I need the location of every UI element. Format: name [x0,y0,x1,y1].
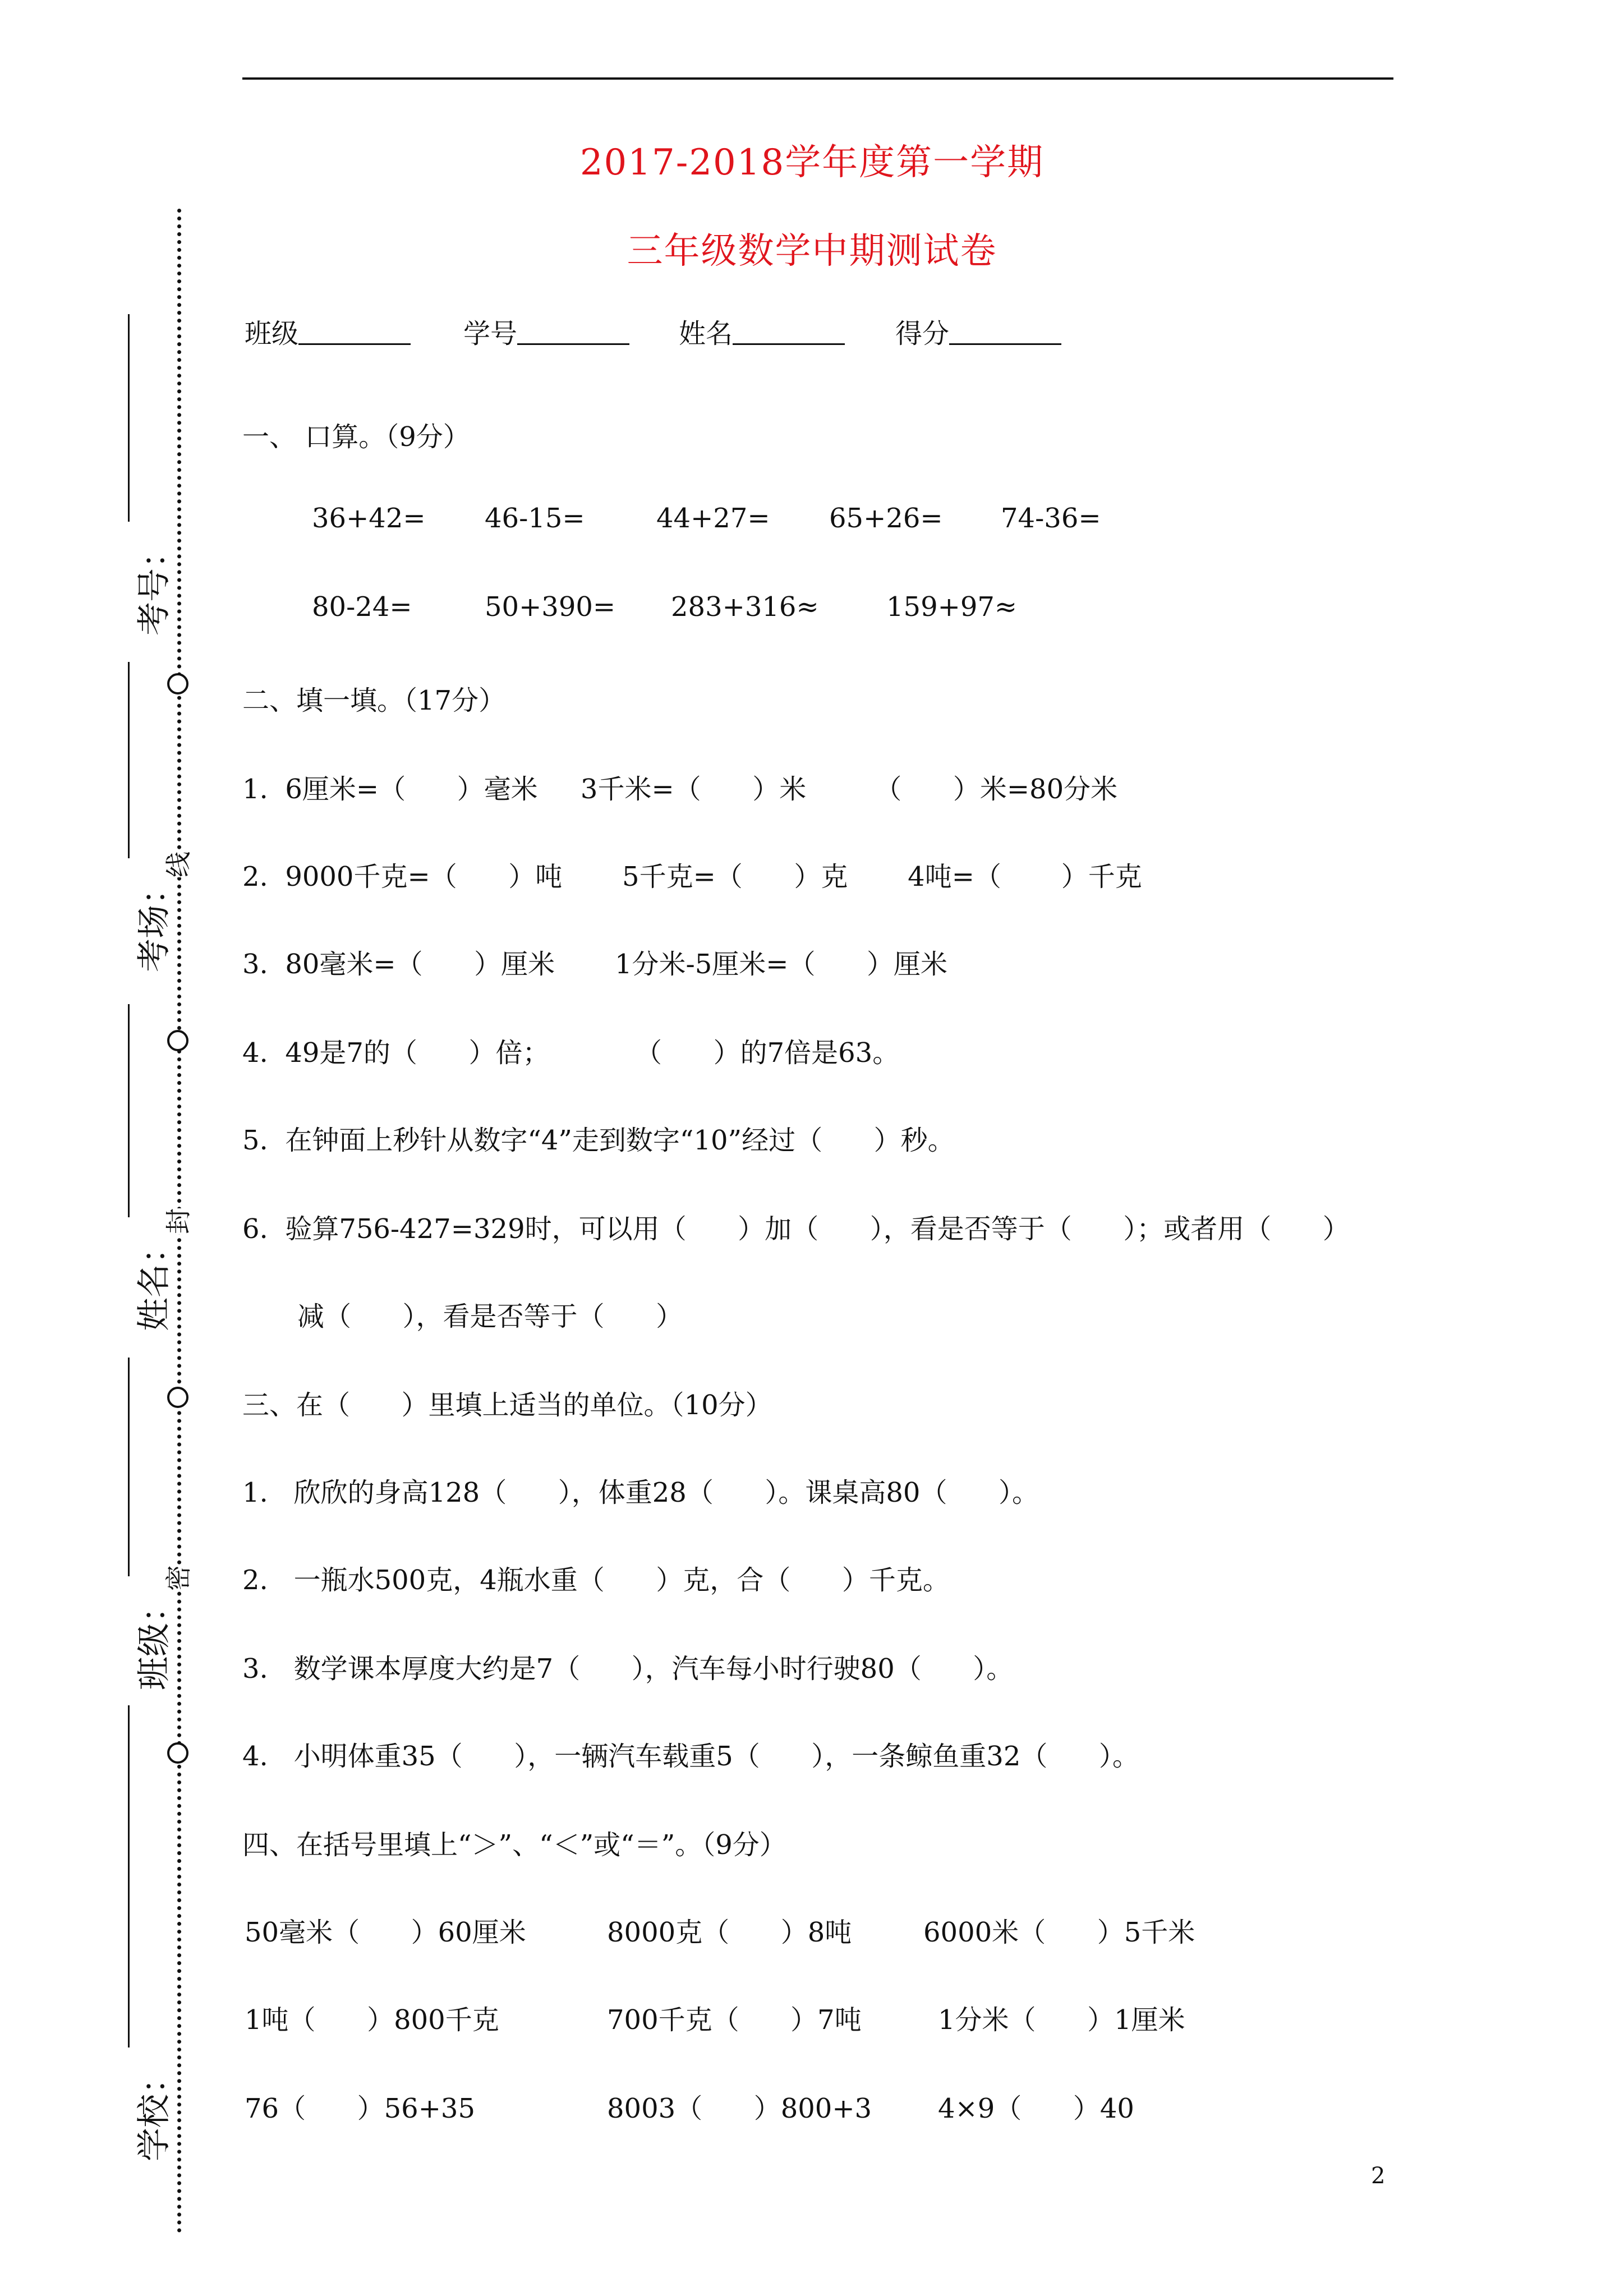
mental-math-item: 44+27= [656,503,770,534]
section2-heading: 二、填一填。（17分） [242,685,506,716]
compare-item: 6000米（ ）5千米 [923,1917,1195,1948]
fill-item: 4. 49是7的（ ）倍； （ ）的7倍是63。 [242,1037,900,1069]
blank-line-vertical [128,1358,130,1576]
margin-label-class: 班级： [135,1589,174,1690]
info-field-name[interactable] [679,312,845,351]
blank-line-vertical [128,314,130,522]
mental-math-item: 74-36= [1001,503,1101,534]
mental-math-item: 159+97≈ [886,591,1018,623]
section4-heading: 四、在括号里填上“＞”、“＜”或“＝”。（9分） [242,1829,786,1861]
compare-item: 700千克（ ）7吨 [607,2004,862,2036]
info-field-student-no[interactable] [463,312,629,351]
compare-item: 1吨（ ）800千克 [245,2004,499,2036]
compare-item: 1分米（ ）1厘米 [938,2004,1185,2036]
mental-math-item: 36+42= [312,503,426,534]
seal-char-seal: 封 [158,1208,195,1234]
compare-item: 76（ ）56+35 [245,2093,476,2124]
fill-item: 5. 在钟面上秒针从数字“4”走到数字“10”经过（ ）秒。 [242,1125,955,1156]
margin-label-name: 姓名： [135,1230,174,1331]
circle-ring-icon [167,673,188,694]
margin-label-exam-room: 考场： [135,871,174,972]
unit-item: 3. 数学课本厚度大约是7（ ），汽车每小时行驶80（ ）。 [242,1653,1014,1685]
fill-item: 3. 80毫米=（ ）厘米 1分米-5厘米=（ ）厘米 [242,949,948,980]
info-field-label: 得分 [895,318,950,349]
top-rule [242,77,1393,80]
info-field-class[interactable] [245,312,411,351]
blank-line [298,321,411,345]
blank-line-vertical [128,1004,130,1217]
unit-item: 1. 欣欣的身高128（ ），体重28（ ）。课桌高80（ ）。 [242,1477,1039,1508]
seal-char-secret: 密 [158,1565,195,1591]
blank-line [949,321,1061,345]
blank-line [733,321,845,345]
seal-char-line: 线 [158,852,195,877]
exam-title-subject: 三年级数学中期测试卷 [627,231,997,272]
unit-item: 2. 一瓶水500克，4瓶水重（ ）克，合（ ）千克。 [242,1565,950,1596]
fill-item: 2. 9000千克=（ ）吨 5千克=（ ）克 4吨=（ ）千克 [242,861,1142,892]
exam-title-year: 2017-2018学年度第一学期 [579,142,1045,183]
info-field-score[interactable] [895,312,1061,351]
circle-ring-icon [167,1387,188,1408]
circle-ring-icon [167,1742,188,1764]
info-field-label: 姓名 [679,318,733,349]
margin-label-exam-no: 考号： [135,535,174,636]
info-field-label: 学号 [463,318,518,349]
mental-math-item: 46-15= [485,503,585,534]
section1-heading: 一、 口算。（9分） [242,421,470,453]
page-number: 2 [1371,2163,1386,2189]
info-field-label: 班级 [245,318,299,349]
blank-line [517,321,629,345]
compare-item: 50毫米（ ）60厘米 [245,1917,526,1948]
blank-line-vertical [128,662,130,858]
unit-item: 4. 小明体重35（ ），一辆汽车载重5（ ），一条鲸鱼重32（ ）。 [242,1741,1139,1772]
mental-math-item: 283+316≈ [671,591,819,623]
compare-item: 8000克（ ）8吨 [607,1917,852,1948]
fill-item-continuation: 减（ ），看是否等于（ ） [297,1301,683,1332]
mental-math-item: 80-24= [312,591,412,623]
blank-line-vertical [128,1705,130,2047]
mental-math-item: 65+26= [829,503,943,534]
mental-math-item: 50+390= [485,591,616,623]
margin-label-school: 学校： [135,2060,174,2161]
section3-heading: 三、在（ ）里填上适当的单位。（10分） [242,1389,772,1421]
fill-item: 1. 6厘米=（ ）毫米 3千米=（ ）米 （ ）米=80分米 [242,774,1118,805]
compare-item: 8003（ ）800+3 [607,2093,872,2124]
compare-item: 4×9（ ）40 [938,2093,1134,2124]
circle-ring-icon [167,1030,188,1051]
fill-item: 6. 验算756-427=329时，可以用（ ）加（ ），看是否等于（ ）；或者用（ ） [242,1213,1350,1245]
